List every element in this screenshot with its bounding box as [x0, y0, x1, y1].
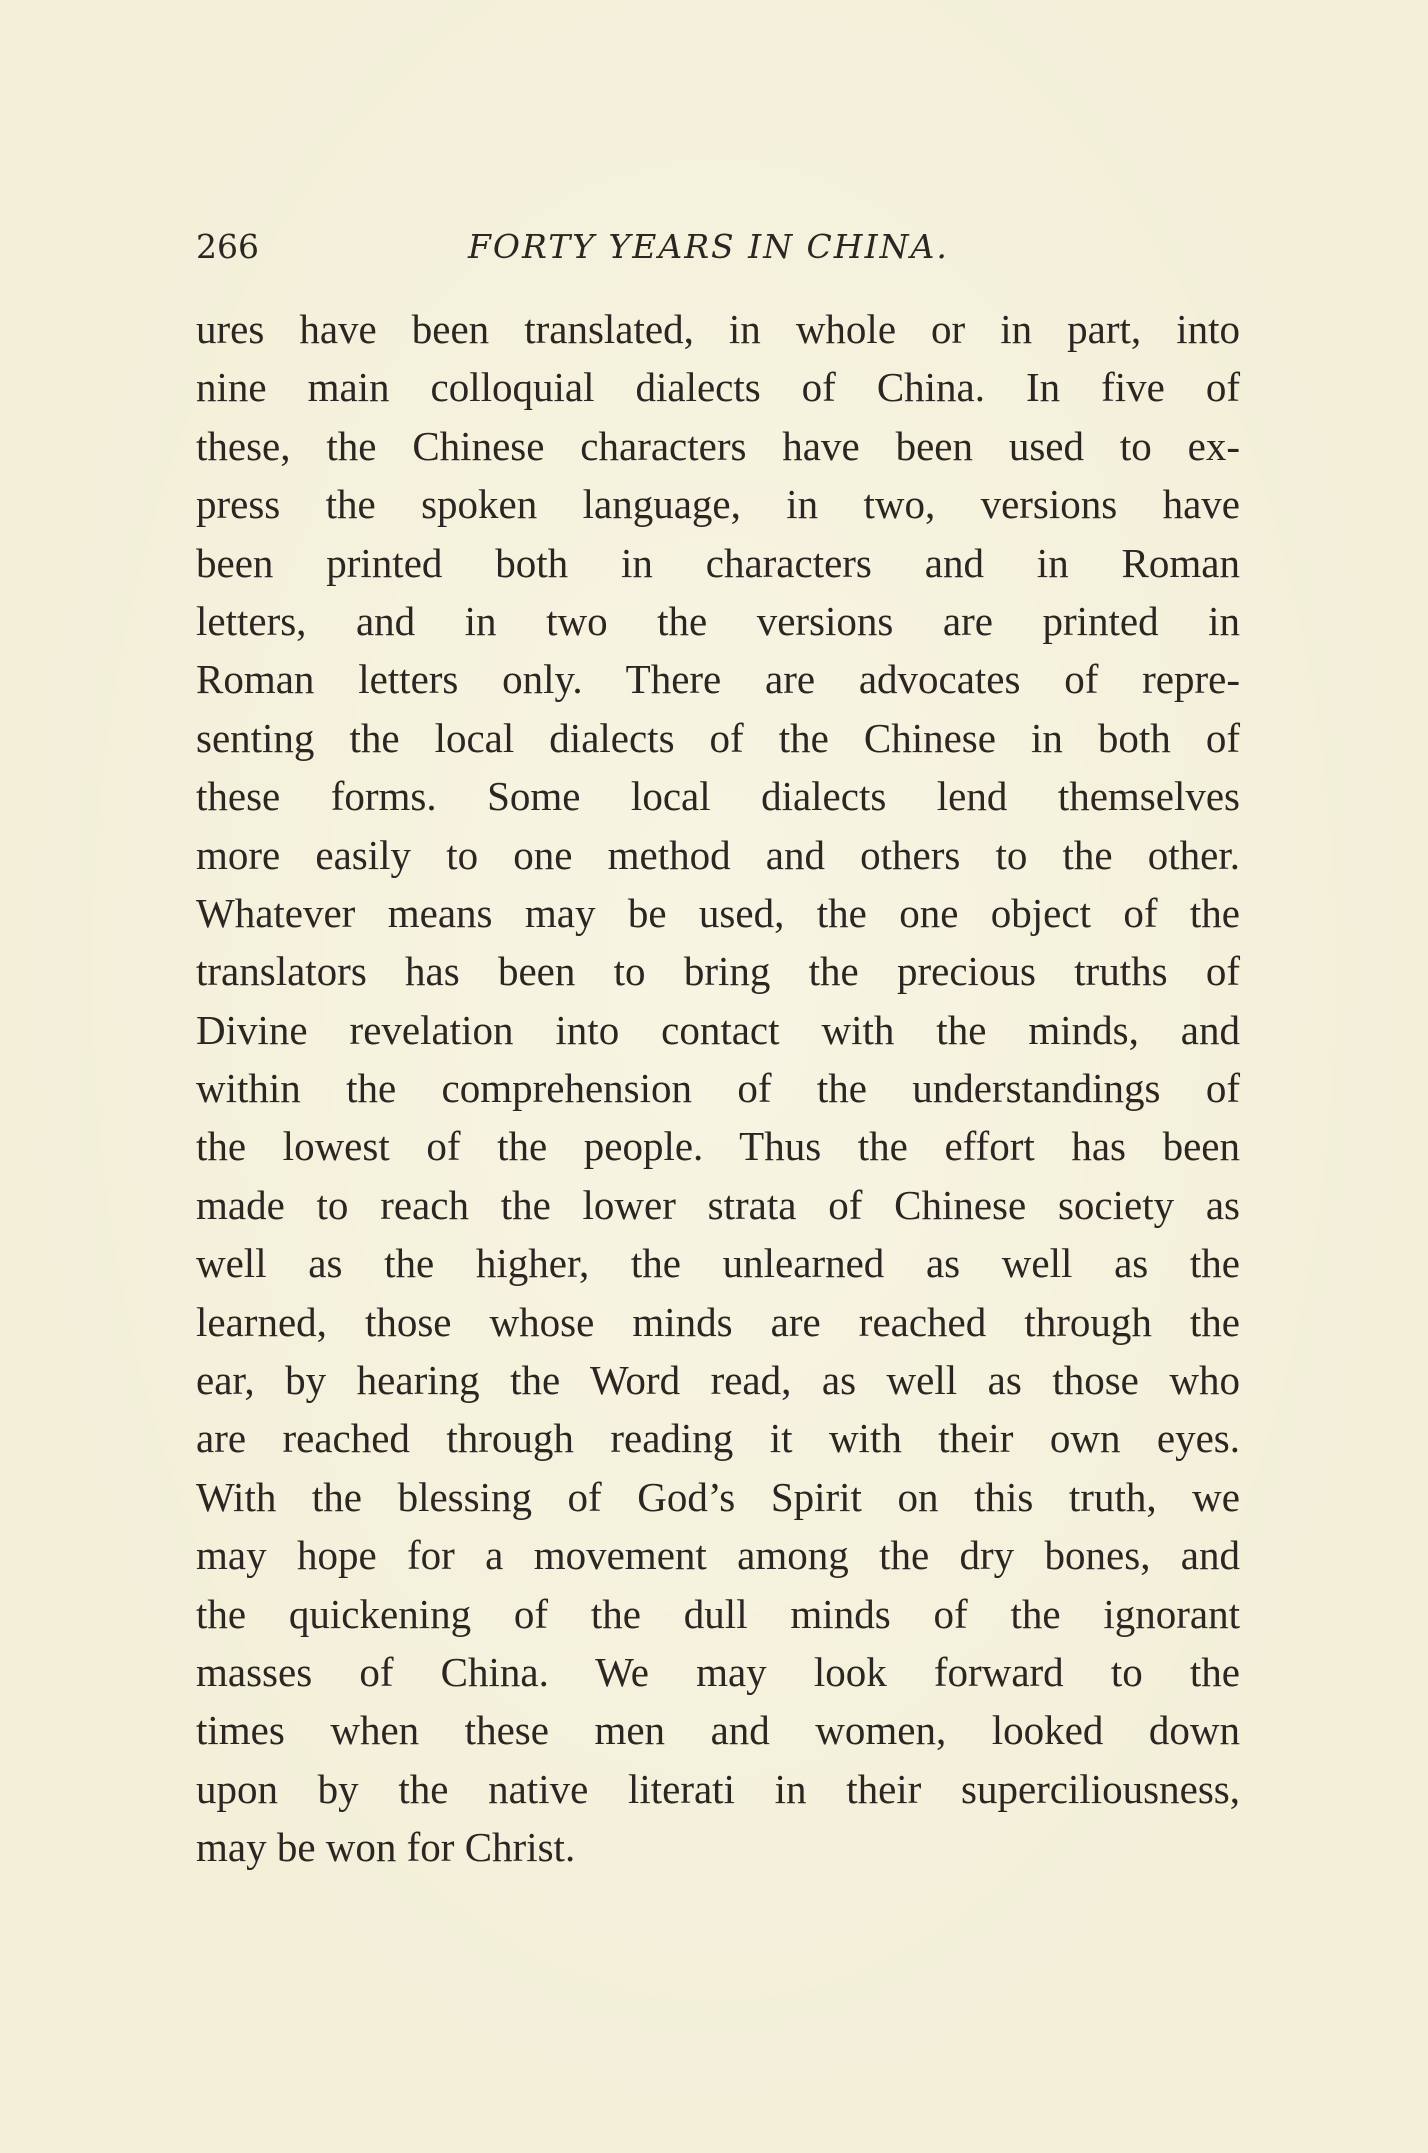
text-line: the lowest of the people. Thus the effort has been: [196, 1123, 1240, 1170]
text-line: Whatever means may be used, the one object of the: [196, 889, 1240, 936]
text-line: within the comprehension of the understandings of: [196, 1065, 1240, 1112]
text-line: masses of China. We may look forward to the: [196, 1648, 1240, 1695]
text-line: been printed both in characters and in Roman: [196, 539, 1240, 586]
text-line: letters, and in two the versions are printed in: [196, 597, 1240, 644]
text-line: these forms. Some local dialects lend themselves: [196, 773, 1240, 820]
text-line: Roman letters only. There are advocates of repre-: [196, 656, 1240, 703]
text-line: made to reach the lower strata of Chinese society as: [196, 1181, 1240, 1228]
text-line: Divine revelation into contact with the minds, and: [196, 1006, 1240, 1053]
text-line: may hope for a movement among the dry bones, and: [196, 1532, 1240, 1579]
page-number: 266: [196, 227, 259, 266]
text-line: well as the higher, the unlearned as well as the: [196, 1240, 1240, 1287]
text-line-last: may be won for Christ.: [196, 1824, 576, 1871]
text-line: more easily to one method and others to the other.: [196, 831, 1240, 878]
text-line: times when these men and women, looked down: [196, 1707, 1240, 1754]
text-line: senting the local dialects of the Chinese in both of: [196, 714, 1240, 761]
text-line: are reached through reading it with their own eyes.: [196, 1415, 1240, 1462]
text-line: ures have been translated, in whole or in part, into: [196, 306, 1240, 352]
body-text: [196, 300, 1240, 1877]
running-head: FORTY YEARS IN CHINA.: [468, 227, 949, 266]
text-line: press the spoken language, in two, versions have: [196, 481, 1240, 528]
text-line: these, the Chinese characters have been used to ex-: [196, 422, 1240, 469]
page-header: [196, 222, 1236, 272]
text-line: ear, by hearing the Word read, as well as those who: [196, 1357, 1240, 1404]
text-line: nine main colloquial dialects of China. In five of: [196, 364, 1240, 411]
text-line: With the blessing of God’s Spirit on this truth, we: [196, 1473, 1240, 1520]
text-line: upon by the native literati in their superciliousness,: [196, 1765, 1240, 1812]
text-line: the quickening of the dull minds of the ignorant: [196, 1590, 1240, 1637]
text-line: translators has been to bring the precious truths of: [196, 948, 1240, 995]
text-line: learned, those whose minds are reached through the: [196, 1298, 1240, 1345]
